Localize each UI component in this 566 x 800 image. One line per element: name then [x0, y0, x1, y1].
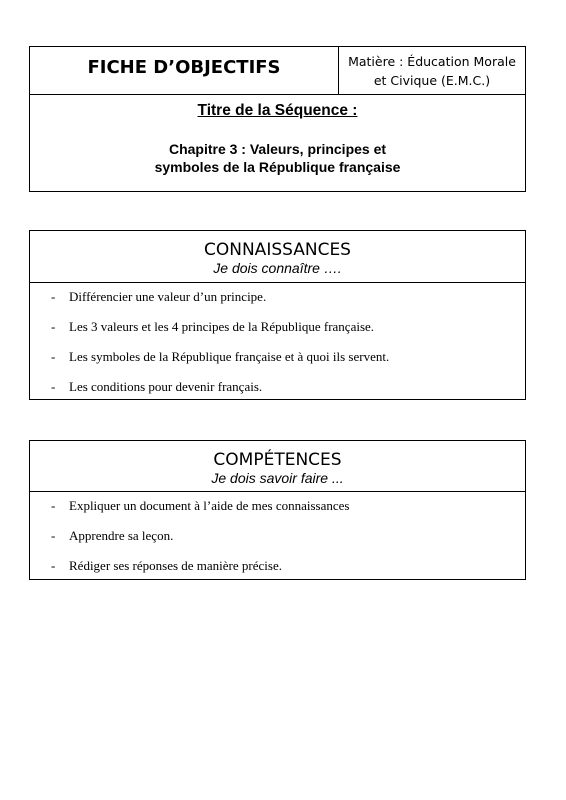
list-item [30, 528, 525, 558]
list-item-text: Apprendre sa leçon. [69, 528, 174, 543]
subject-line-1: Matière : Éducation Morale [348, 53, 516, 69]
subject-cell [339, 47, 525, 94]
bullet-dash: - [51, 558, 56, 573]
knowledge-subtitle: Je dois connaître …. [213, 260, 342, 276]
list-item-text: Différencier une valeur d’un principe. [69, 289, 267, 304]
knowledge-section-header [30, 231, 525, 283]
knowledge-title: CONNAISSANCES [204, 240, 351, 260]
chapter-title [30, 140, 525, 176]
knowledge-section [29, 230, 526, 400]
list-item [30, 289, 525, 319]
list-item [30, 558, 525, 588]
sequence-label: Titre de la Séquence : [197, 102, 358, 119]
knowledge-list [30, 289, 525, 409]
chapter-line-1: Chapitre 3 : Valeurs, principes et [168, 141, 387, 157]
bullet-dash: - [51, 379, 56, 394]
list-item [30, 498, 525, 528]
bullet-dash: - [51, 319, 56, 334]
list-item-text: Expliquer un document à l’aide de mes connaissances [69, 498, 350, 513]
list-item [30, 319, 525, 349]
skills-title: COMPÉTENCES [213, 450, 342, 470]
bullet-dash: - [51, 528, 56, 543]
list-item [30, 379, 525, 409]
skills-subtitle: Je dois savoir faire ... [211, 470, 344, 486]
bullet-dash: - [51, 289, 56, 304]
subject-line-2: et Civique (E.M.C.) [373, 72, 491, 88]
list-item-text: Les symboles de la République française et à quoi ils servent. [69, 349, 390, 364]
sheet-title: FICHE D’OBJECTIFS [30, 47, 339, 94]
skills-section [29, 440, 526, 580]
list-item-text: Les conditions pour devenir français. [69, 379, 263, 394]
objectives-header-box [29, 46, 526, 192]
bullet-dash: - [51, 498, 56, 513]
list-item-text: Rédiger ses réponses de manière précise. [69, 558, 282, 573]
skills-section-header [30, 441, 525, 492]
bullet-dash: - [51, 349, 56, 364]
header-top-row [30, 47, 525, 95]
skills-list [30, 498, 525, 588]
list-item [30, 349, 525, 379]
list-item-text: Les 3 valeurs et les 4 principes de la République française. [69, 319, 375, 334]
chapter-line-2: symboles de la République française [154, 159, 401, 175]
